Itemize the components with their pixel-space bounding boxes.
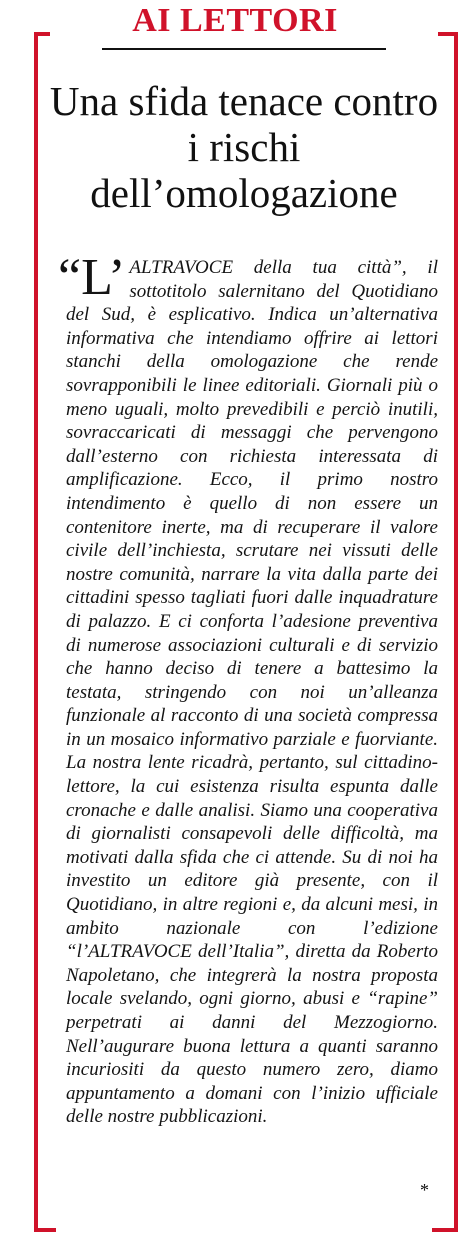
end-mark: * — [420, 1180, 429, 1200]
article-body — [58, 249, 438, 1129]
frame-right-rule — [454, 32, 458, 1232]
frame-left-rule — [34, 32, 38, 1232]
frame-left-bottom-corner — [34, 1228, 56, 1232]
article-headline: Una sfida tenace contro i rischi dell’omologazione — [49, 78, 439, 216]
kicker-underline — [102, 48, 386, 50]
article-body-text: ALTRAVOCE della tua città”, il sottotitolo salernitano del Quotidiano del Sud, è esplicativo. Indica un’alternativa informativa che intendiamo offrire ai lettori stanchi della omologazione che rende sovrapponibili le linee editoriali. Giornali più o meno uguali, molto prevedibili e perciò inutili, sovraccaricati di messaggi che pervengono dall’esterno con richiesta interessata di amplificazione. Ecco, il primo nostro intendimento è quello di non essere un contenitore inerte, ma di recuperare il valore civile dell’inchiesta, scrutare nei vissuti delle nostre comunità, narrare la vita dalla parte dei cittadini spesso tagliati fuori dalle inquadrature di palazzo. E ci conforta l’adesione preventiva di numerose associazioni culturali e di servizio che hanno deciso di tenere a battesimo la testata, stringendo con noi un’alleanza funzionale al racconto di una società compressa in un mosaico informativo parziale e fuorviante. La nostra lente ricadrà, pertanto, sul cittadino-lettore, la cui esistenza risulta espunta dalle cronache e dalle analisi. Siamo una cooperativa di giornalisti consapevoli delle difficoltà, ma motivati dalla sfida che ci attende. Su di noi ha investito un editore già presente, con il Quotidiano, in altre regioni e, da alcuni mesi, in ambito nazionale con l’edizione “l’ALTRAVOCE dell’Italia”, diretta da Roberto Napoletano, che integrerà la nostra proposta locale svelando, ogni giorno, abusi e “rapine” perpetrati ai danni del Mezzogiorno. Nell’augurare buona lettura a quanti saranno incuriositi da questo numero zero, diamo appuntamento a domani con l’inizio ufficiale delle nostre pubblicazioni. — [66, 257, 438, 1128]
section-kicker: AI LETTORI — [132, 2, 338, 39]
article-paragraph — [58, 249, 438, 1129]
drop-cap: “L’ — [58, 249, 126, 306]
frame-right-bottom-corner — [432, 1228, 458, 1232]
